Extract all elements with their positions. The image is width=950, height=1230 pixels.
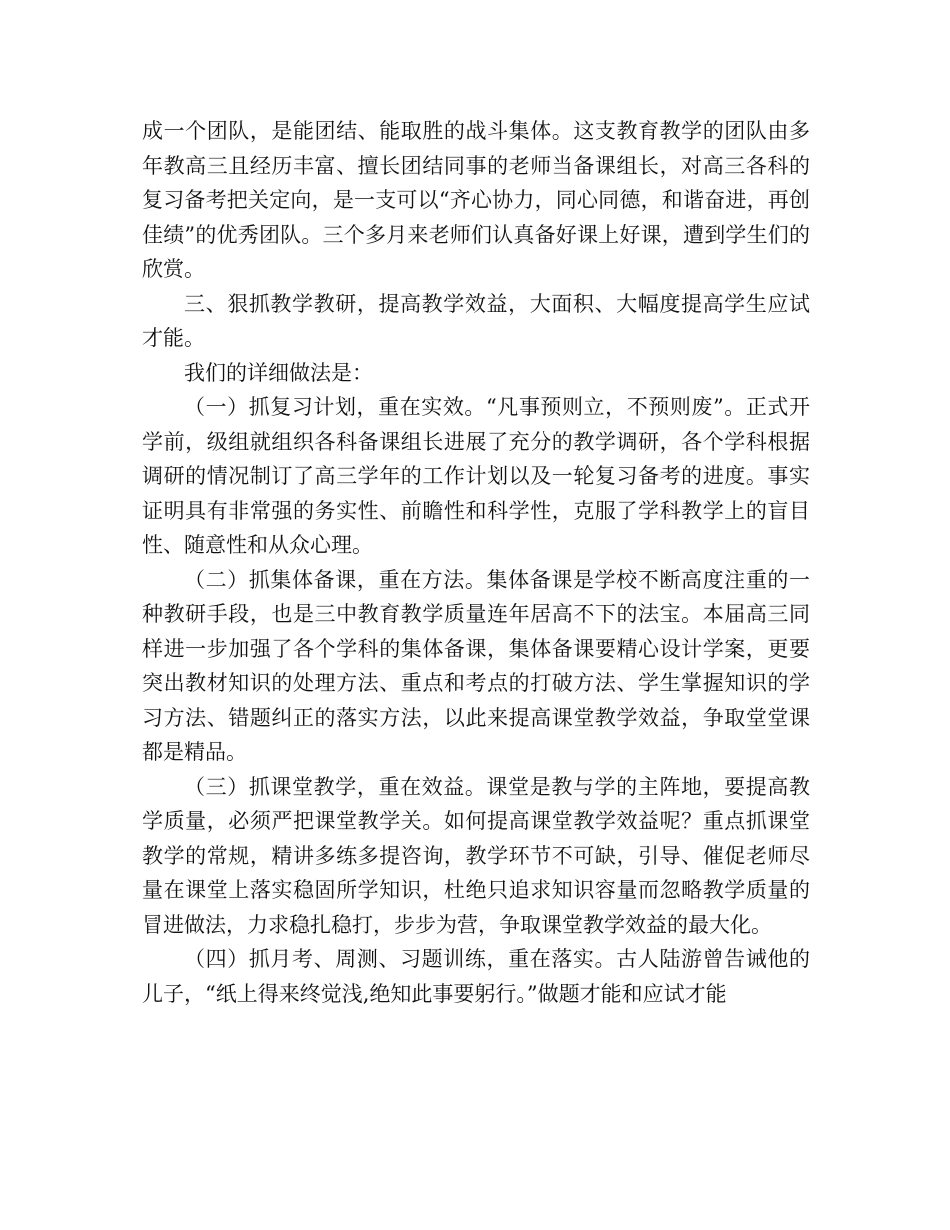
paragraph-exams-training: （四）抓月考、周测、习题训练，重在落实。古人陆游曾告诫他的儿子，“纸上得来终觉浅,绝知此事要躬行。”做题才能和应试才能	[142, 947, 810, 1006]
paragraph-team-description: 成一个团队，是能团结、能取胜的战斗集体。这支教育教学的团队由多年教高三且经历丰富、擅长团结同事的老师当备课组长，对高三各科的复习备考把关定向，是一支可以“齐心协力，同心同德，和谐奋进，再创佳绩”的优秀团队。三个多月来老师们认真备好课上好课，遭到学生们的欣赏。	[142, 119, 810, 281]
paragraph-collective-lesson-prep: （二）抓集体备课，重在方法。集体备课是学校不断高度注重的一种教研手段，也是三中教育教学质量连年居高不下的法宝。本届高三同样进一步加强了各个学科的集体备课，集体备课要精心设计学案，更要突出教材知识的处理方法、重点和考点的打破方法、学生掌握知识的学习方法、错题纠正的落实方法，以此来提高课堂教学效益，争取堂堂课都是精品。	[142, 567, 810, 764]
document-body	[142, 114, 810, 1011]
paragraph-methods-intro: 我们的详细做法是：	[184, 360, 373, 385]
paragraph-review-plan: （一）抓复习计划，重在实效。“凡事预则立，不预则废”。正式开学前，级组就组织各科备课组长进展了充分的教学调研，各个学科根据调研的情况制订了高三学年的工作计划以及一轮复习备考的进度。事实证明具有非常强的务实性、前瞻性和科学性，克服了学科教学上的盲目性、随意性和从众心理。	[142, 395, 810, 557]
paragraph-classroom-teaching: （三）抓课堂教学，重在效益。课堂是教与学的主阵地，要提高教学质量，必须严把课堂教学关。如何提高课堂教学效益呢？重点抓课堂教学的常规，精讲多练多提咨询，教学环节不可缺，引导、催促老师尽量在课堂上落实稳固所学知识，杜绝只追求知识容量而忽略教学质量的冒进做法，力求稳扎稳打，步步为营，争取课堂教学效益的最大化。	[142, 774, 810, 937]
paragraph-section-three-heading: 三、狠抓教学教研，提高教学效益，大面积、大幅度提高学生应试才能。	[142, 291, 810, 350]
